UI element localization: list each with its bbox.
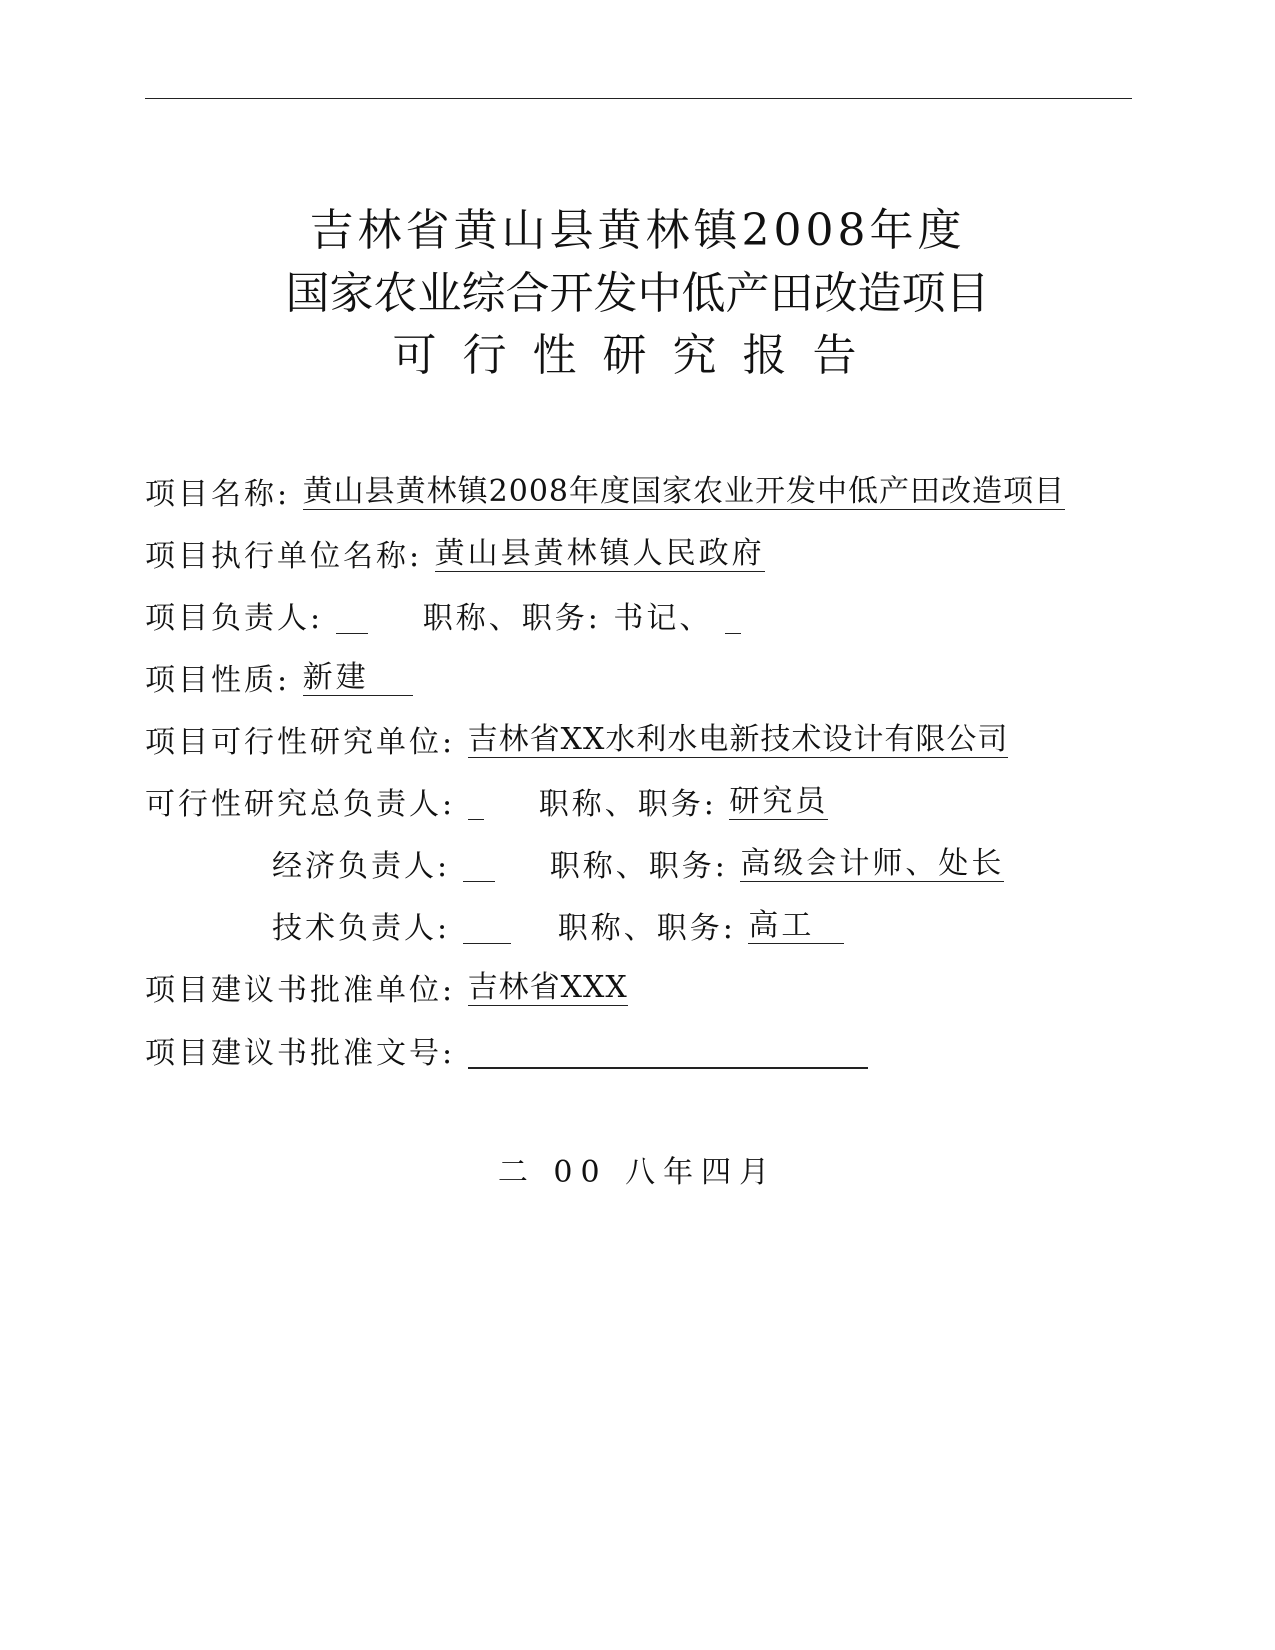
tech-title-value — [748, 908, 844, 944]
study-unit-value: 吉林省XX水利水电新技术设计有限公司 — [467, 722, 1009, 757]
row-exec-unit — [145, 536, 765, 574]
study-chief-label: 可行性研究总负责人: — [145, 787, 456, 822]
header-rule — [145, 98, 1132, 99]
approval-unit-label: 项目建议书批准单位: — [145, 973, 456, 1008]
approval-unit-value: 吉林省XXX — [467, 970, 628, 1005]
row-approval-no — [145, 1035, 868, 1069]
title-line-3: 可行性研究报告 — [392, 330, 883, 381]
row-study-unit — [145, 722, 1009, 760]
tech-label: 技术负责人: — [272, 911, 451, 946]
study-chief-value — [468, 787, 484, 820]
row-approval-unit — [145, 970, 628, 1008]
leader-title-value: 书记、 — [613, 601, 713, 636]
leader-label: 项目负责人: — [145, 601, 324, 636]
econ-title-value: 高级会计师、处长 — [740, 846, 1005, 881]
project-name-value: 黄山县黄林镇2008年度国家农业开发中低产田改造项目 — [302, 474, 1066, 509]
approval-no-value — [468, 1035, 868, 1069]
document-date: 二 00 八年四月 — [497, 1155, 778, 1190]
row-econ — [272, 846, 1005, 884]
row-study-chief — [145, 784, 829, 822]
study-chief-title-label: 职称、职务: — [538, 787, 717, 822]
tech-title-value-text: 高工 — [748, 908, 815, 943]
approval-no-label: 项目建议书批准文号: — [145, 1036, 456, 1071]
nature-value — [302, 660, 413, 696]
tech-title-label: 职称、职务: — [557, 911, 736, 946]
tech-value — [463, 911, 511, 944]
econ-value — [463, 849, 495, 882]
leader-title-blank — [725, 601, 741, 634]
study-unit-label: 项目可行性研究单位: — [145, 725, 456, 760]
exec-unit-value: 黄山县黄林镇人民政府 — [434, 536, 765, 571]
econ-title-label: 职称、职务: — [549, 849, 728, 884]
study-chief-title-value: 研究员 — [729, 784, 829, 819]
row-project-name — [145, 474, 1066, 512]
econ-label: 经济负责人: — [272, 849, 451, 884]
title-line-1: 吉林省黄山县黄林镇2008年度 — [309, 205, 966, 256]
nature-value-text: 新建 — [302, 660, 369, 695]
title-line-2: 国家农业综合开发中低产田改造项目 — [285, 268, 990, 319]
row-tech — [272, 908, 844, 946]
row-leader — [145, 601, 741, 634]
leader-title-label: 职称、职务: — [422, 601, 601, 636]
nature-label: 项目性质: — [145, 663, 291, 698]
leader-value — [336, 601, 368, 634]
row-nature — [145, 660, 413, 698]
exec-unit-label: 项目执行单位名称: — [145, 539, 423, 574]
project-name-label: 项目名称: — [145, 477, 291, 512]
